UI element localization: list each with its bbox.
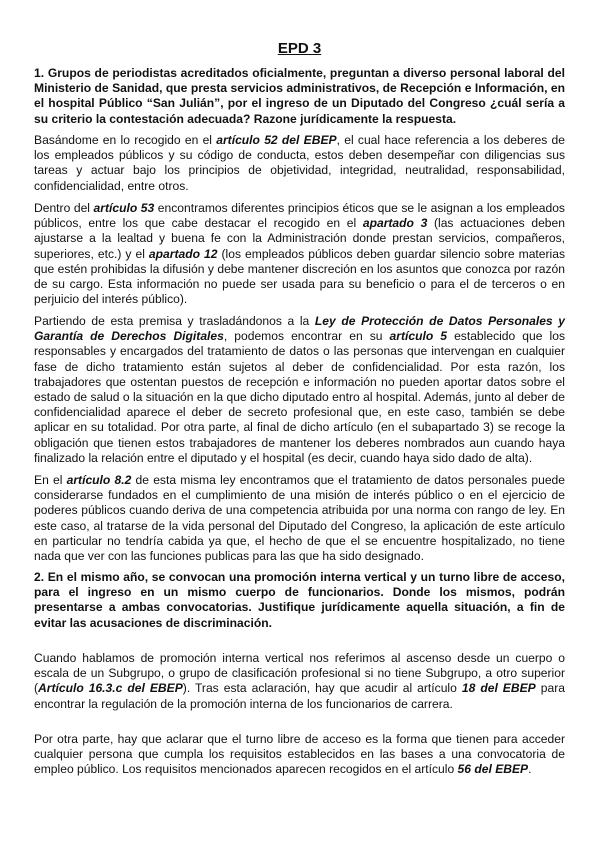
question-1: 1. Grupos de periodistas acreditados oficialmente, preguntan a diverso personal laboral del Ministerio de Sanidad, que presta servicios administrativos, de Recepción e Información, en el hospital Público “San Julián”, por el ingreso de un Diputado del Congreso ¿cuál sería a su criterio la contestación adecuada? Razone jurídicamente la respuesta. xyxy=(34,66,565,126)
text-run: encontramos diferentes principios éticos que se le asignan a los empleados públicos, entre los que cabe destacar el recogido en el xyxy=(34,201,565,231)
text-run: (las actuaciones deben ajustarse a la lealtad y buena fe con la Administración donde prestan servicios, compañeros, superiores, etc.) y el xyxy=(34,216,565,261)
paragraph-6 xyxy=(34,732,565,778)
law-reference: 18 del EBEP xyxy=(461,681,536,696)
text-run: . xyxy=(528,762,532,777)
paragraph-3 xyxy=(34,314,565,466)
text-run: Partiendo de esta premisa y trasladándonos a la xyxy=(34,314,315,328)
paragraph-2 xyxy=(34,201,565,307)
text-run: Cuando hablamos de promoción interna vertical nos referimos al ascenso desde un cuerpo o escala de un Subgrupo, o grupo de clasificación profesional si no tiene Subgrupo, a otro superior ( xyxy=(34,651,565,696)
law-reference: artículo 5 xyxy=(389,329,448,344)
text-run: (los empleados públicos deben guardar silencio sobre materias que estén prohibidas la difusión y debe mantener discreción en los asuntos que conozca por razón de su cargo. Esta información no puede ser usada para su beneficio o para el de terceros o en perjuicio del interés público). xyxy=(34,246,565,307)
question-2: 2. En el mismo año, se convocan una promoción interna vertical y un turno libre de acceso, para el ingreso en un mismo cuerpo de funcionarios. Donde los mismos, podrán presentarse a ambas convocatorias. Justifique jurídicamente aquella situación, a fin de evitar las acusaciones de discriminación. xyxy=(34,570,565,630)
text-run: , el cual hace referencia a los deberes de los empleados públicos y su código de conducta, estos deben desempeñar con diligencias sus tareas y actuar bajo los principios de objetividad, integridad, neutralidad, responsabilidad, confidencialidad, entre otros. xyxy=(34,133,566,193)
law-reference: apartado 12 xyxy=(148,246,218,261)
text-run: Por otra parte, hay que aclarar que el turno libre de acceso es la forma que tienen para acceder cualquier persona que cumpla los requisitos establecidos en las bases a una convocatoria de empleo público. Los requisitos mencionados aparecen recogidos en el artículo xyxy=(34,732,565,777)
text-run: establecido que los responsables y encargados del tratamiento de datos o las personas que intervengan en cualquier fase de dicho tratamiento están sujetos al deber de confidencialidad. Por esta razón, los trabajadores que ostentan puestos de recepción e información no pueden aportar datos sobre el estado de salud o la situación en la que dicho diputado entro al hospital. Además, junto al deber de confidencialidad aparece el deber de secreto profesional que, en este caso, también se debe aplicar en su totalidad. Por otra parte, al final de dicho artículo (en el subapartado 3) se recoge la obligación que tienen estos trabajadores de mantener los deberes nombrados aun cuando haya finalizado la relación entre el diputado y el hospital (es decir, cuando haya sido dado de alta). xyxy=(34,329,565,465)
text-run: de esta misma ley encontramos que el tratamiento de datos personales puede considerarse fundados en el cumplimiento de una misión de interés público o en el ejercicio de poderes públicos cuando deriva de una competencia atribuida por una norma con rango de ley. En este caso, al tratarse de la vida personal del Diputado del Congreso, la aplicación de este artículo en particular no tendría cabida ya que, el hecho de que el se encuentre hospitalizado, no tiene nada que ver con las funciones publicas para las que ha sido designado. xyxy=(34,473,565,564)
text-run: para encontrar la regulación de la promoción interna de los funcionarios de carrera. xyxy=(34,681,565,711)
paragraph-4 xyxy=(34,473,565,564)
text-run: ). Tras esta aclaración, hay que acudir al artículo xyxy=(182,681,462,696)
law-reference: apartado 3 xyxy=(362,216,428,231)
law-reference: artículo 53 xyxy=(93,201,155,215)
text-run: En el xyxy=(34,473,67,487)
text-run: Basándome en lo recogido en el xyxy=(34,133,217,147)
law-reference: artículo 8.2 xyxy=(66,473,132,487)
law-reference: 56 del EBEP xyxy=(457,762,529,777)
law-reference: artículo 52 del EBEP xyxy=(216,133,337,147)
law-reference: Ley de Protección de Datos Personales y Garantía de Derechos Digitales xyxy=(34,314,565,344)
text-run: , podemos encontrar en su xyxy=(223,329,390,344)
page-title: EPD 3 xyxy=(277,40,322,57)
law-reference: Artículo 16.3.c del EBEP xyxy=(38,681,183,696)
paragraph-1 xyxy=(34,133,565,194)
text-run: Dentro del xyxy=(34,201,94,215)
paragraph-5 xyxy=(34,651,565,712)
